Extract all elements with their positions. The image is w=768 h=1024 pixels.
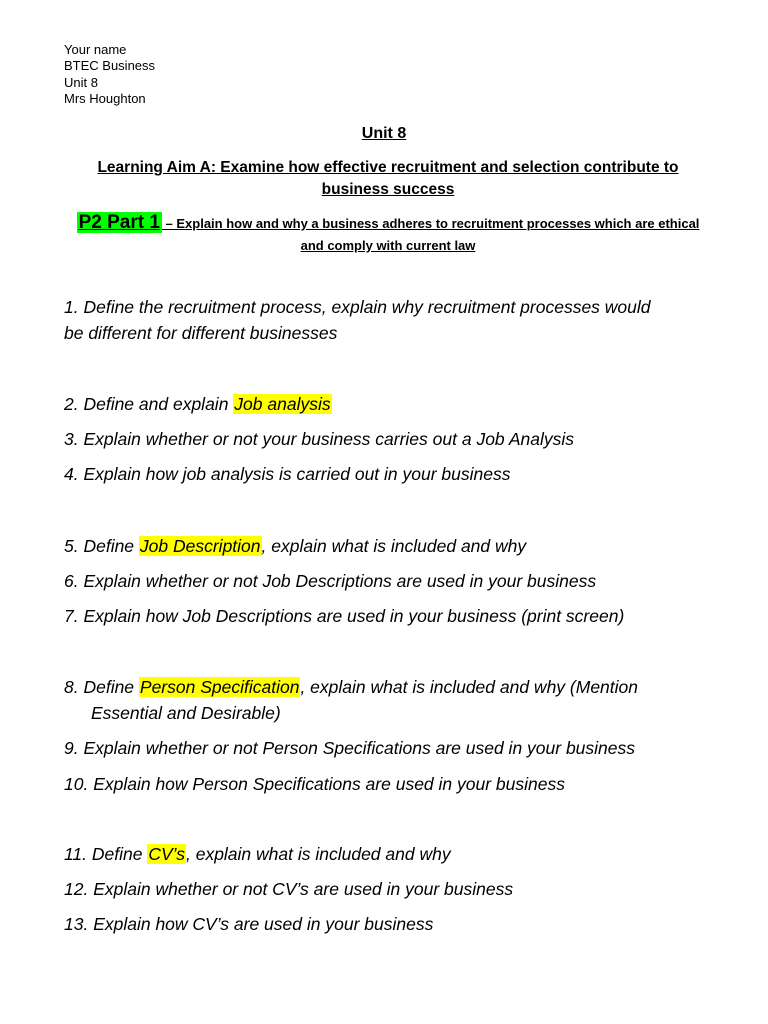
term-job-analysis: Job analysis [234, 394, 331, 414]
question-10: 10. Explain how Person Specifications are used in your business [64, 774, 565, 794]
question-8-prefix: 8. Define [64, 677, 139, 697]
question-1-line-1: 1. Define the recruitment process, explain why recruitment processes would [64, 297, 651, 317]
question-9: 9. Explain whether or not Person Specifications are used in your business [64, 738, 636, 758]
question-11-prefix: 11. Define [64, 844, 148, 864]
question-1-line-2: be different for different businesses [64, 323, 338, 343]
question-4: 4. Explain how job analysis is carried out in your business [64, 464, 511, 484]
unit-title: Unit 8 [361, 125, 407, 142]
question-2 [64, 391, 714, 417]
p2-tag: P2 Part 1 [78, 212, 160, 233]
question-3: 3. Explain whether or not your business carries out a Job Analysis [64, 429, 575, 449]
term-job-description: Job Description [139, 536, 261, 556]
term-person-specification: Person Specification [139, 677, 300, 697]
question-5 [64, 533, 714, 559]
question-1 [64, 294, 714, 346]
student-name: Your name [64, 42, 127, 57]
term-cvs: CV’s [148, 844, 185, 864]
question-12: 12. Explain whether or not CV’s are used in your business [64, 879, 514, 899]
p2-description: – Explain how and why a business adheres to recruitment processes which are ethical and comply with current law [161, 216, 700, 253]
question-11-suffix: , explain what is included and why [185, 844, 451, 864]
author-header [64, 42, 155, 108]
teacher-name: Mrs Houghton [64, 91, 146, 107]
question-8-continuation: Essential and Desirable) [91, 703, 281, 723]
question-8-suffix: , explain what is included and why (Mention [300, 677, 639, 697]
question-5-suffix: , explain what is included and why [261, 536, 527, 556]
p2-heading [64, 212, 712, 257]
question-5-prefix: 5. Define [64, 536, 139, 556]
question-6: 6. Explain whether or not Job Descriptions are used in your business [64, 571, 597, 591]
unit-label: Unit 8 [64, 74, 98, 90]
question-7: 7. Explain how Job Descriptions are used in your business (print screen) [64, 606, 625, 626]
question-11 [64, 841, 714, 867]
question-8 [64, 674, 714, 726]
question-13: 13. Explain how CV’s are used in your business [64, 914, 434, 934]
learning-aim-title: Learning Aim A: Examine how effective recruitment and selection contribute to business success [97, 159, 679, 198]
question-2-text: 2. Define and explain [64, 394, 234, 414]
course-name: BTEC Business [64, 58, 156, 74]
